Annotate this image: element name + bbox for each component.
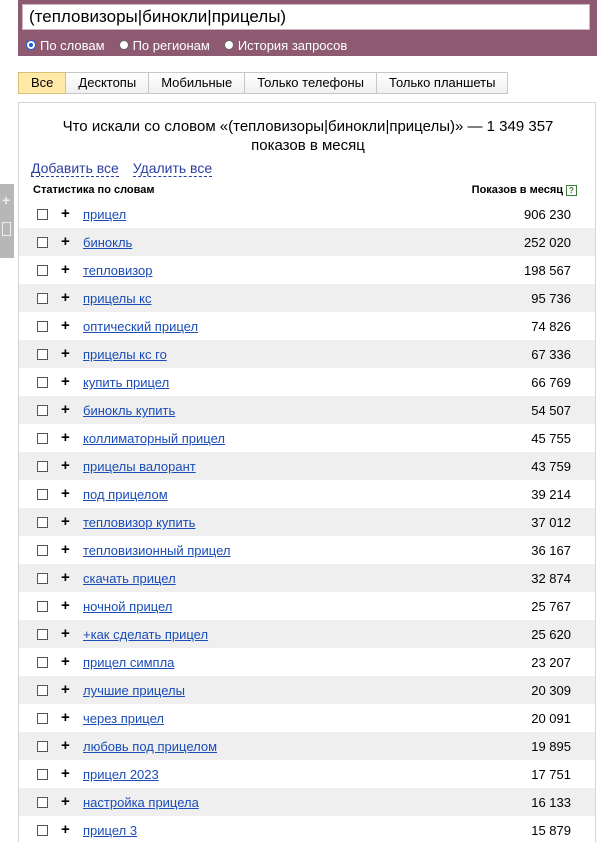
impressions-count: 43 759	[531, 459, 571, 474]
row-checkbox[interactable]	[37, 405, 48, 416]
table-row	[19, 732, 595, 760]
table-row	[19, 704, 595, 732]
add-keyword-icon[interactable]: +	[61, 625, 70, 642]
summary-text	[19, 117, 597, 155]
mode-label: По словам	[40, 37, 105, 53]
add-keyword-icon[interactable]: +	[61, 737, 70, 754]
keyword-link[interactable]: оптический прицел	[83, 319, 199, 334]
add-keyword-icon[interactable]: +	[61, 289, 70, 306]
table-row	[19, 620, 595, 648]
add-keyword-icon[interactable]: +	[61, 345, 70, 362]
device-tabs	[18, 72, 508, 94]
row-checkbox[interactable]	[37, 573, 48, 584]
table-row	[19, 256, 595, 284]
row-checkbox[interactable]	[37, 209, 48, 220]
plus-icon: +	[2, 192, 11, 208]
impressions-count: 198 567	[524, 263, 571, 278]
keyword-column-header: Статистика по словам	[33, 184, 155, 196]
keyword-link[interactable]: прицелы кс	[83, 291, 152, 306]
keyword-link[interactable]: купить прицел	[83, 375, 170, 390]
table-row	[19, 368, 595, 396]
mode-by-words[interactable]	[26, 37, 105, 53]
mode-label: История запросов	[237, 37, 348, 53]
table-row	[19, 452, 595, 480]
keyword-link[interactable]: ночной прицел	[83, 599, 173, 614]
table-row	[19, 508, 595, 536]
search-header	[0, 0, 597, 62]
add-keyword-icon[interactable]: +	[61, 709, 70, 726]
tab-desktops[interactable]: Десктопы	[66, 72, 149, 94]
table-row	[19, 396, 595, 424]
table-row	[19, 536, 595, 564]
row-checkbox[interactable]	[37, 321, 48, 332]
help-icon[interactable]: ?	[566, 185, 577, 196]
row-checkbox[interactable]	[37, 629, 48, 640]
add-keyword-icon[interactable]: +	[61, 541, 70, 558]
row-checkbox[interactable]	[37, 545, 48, 556]
mode-by-regions[interactable]	[119, 37, 210, 53]
keyword-link[interactable]: +как сделать прицел	[83, 627, 209, 642]
row-checkbox[interactable]	[37, 685, 48, 696]
row-checkbox[interactable]	[37, 433, 48, 444]
table-row	[19, 816, 595, 844]
impressions-count: 20 091	[531, 711, 571, 726]
table-row	[19, 592, 595, 620]
search-bar	[18, 0, 597, 56]
table-row	[19, 312, 595, 340]
keyword-link[interactable]: тепловизор купить	[83, 515, 196, 530]
summary-line2: показов в месяц	[251, 137, 365, 154]
keyword-link[interactable]: лучшие прицелы	[83, 683, 185, 698]
keyword-link[interactable]: коллиматорный прицел	[83, 431, 225, 446]
add-keyword-icon[interactable]: +	[61, 401, 70, 418]
impressions-count: 20 309	[531, 683, 571, 698]
impressions-count: 36 167	[531, 543, 571, 558]
add-keyword-icon[interactable]: +	[61, 233, 70, 250]
tab-mobile[interactable]: Мобильные	[149, 72, 245, 94]
add-keyword-icon[interactable]: +	[61, 457, 70, 474]
mode-query-history[interactable]	[224, 37, 348, 53]
row-checkbox[interactable]	[37, 657, 48, 668]
impressions-count: 252 020	[524, 235, 571, 250]
keyword-link[interactable]: прицел 3	[83, 823, 138, 838]
row-checkbox[interactable]	[37, 769, 48, 780]
tab-tablets-only[interactable]: Только планшеты	[377, 72, 508, 94]
keyword-link[interactable]: тепловизор	[83, 263, 153, 278]
impressions-count: 23 207	[531, 655, 571, 670]
impressions-count: 66 769	[531, 375, 571, 390]
row-checkbox[interactable]	[37, 741, 48, 752]
impressions-count: 32 874	[531, 571, 571, 586]
impressions-count: 25 620	[531, 627, 571, 642]
add-keyword-icon[interactable]: +	[61, 513, 70, 530]
impressions-count: 17 751	[531, 767, 571, 782]
keyword-link[interactable]: прицелы валорант	[83, 459, 196, 474]
tab-phones-only[interactable]: Только телефоны	[245, 72, 377, 94]
search-input[interactable]	[22, 4, 590, 30]
add-keyword-icon[interactable]: +	[61, 569, 70, 586]
row-checkbox[interactable]	[37, 265, 48, 276]
impressions-count: 19 895	[531, 739, 571, 754]
radio-dot-icon	[26, 40, 36, 50]
add-keyword-icon[interactable]: +	[61, 653, 70, 670]
table-row	[19, 480, 595, 508]
table-row	[19, 228, 595, 256]
trash-icon	[2, 222, 11, 236]
keyword-link[interactable]: прицел	[83, 207, 127, 222]
keyword-link[interactable]: настройка прицела	[83, 795, 199, 810]
add-keyword-icon[interactable]: +	[61, 261, 70, 278]
results-panel	[18, 102, 596, 842]
row-checkbox[interactable]	[37, 461, 48, 472]
remove-all-link[interactable]: Удалить все	[132, 160, 213, 176]
row-checkbox[interactable]	[37, 713, 48, 724]
table-row	[19, 424, 595, 452]
impressions-count: 16 133	[531, 795, 571, 810]
impressions-count: 45 755	[531, 431, 571, 446]
add-keyword-icon[interactable]: +	[61, 821, 70, 838]
impressions-count: 67 336	[531, 347, 571, 362]
keyword-link[interactable]: под прицелом	[83, 487, 168, 502]
impressions-count: 25 767	[531, 599, 571, 614]
add-keyword-icon[interactable]: +	[61, 317, 70, 334]
keyword-table	[19, 200, 595, 844]
table-row	[19, 788, 595, 816]
add-all-link[interactable]: Добавить все	[31, 160, 119, 176]
mode-label: По регионам	[132, 37, 210, 53]
impressions-count: 95 736	[531, 291, 571, 306]
impressions-count: 39 214	[531, 487, 571, 502]
table-row	[19, 676, 595, 704]
keyword-link[interactable]: прицел симпла	[83, 655, 175, 670]
keyword-link[interactable]: скачать прицел	[83, 571, 176, 586]
add-keyword-icon[interactable]: +	[61, 793, 70, 810]
keyword-link[interactable]: через прицел	[83, 711, 164, 726]
row-checkbox[interactable]	[37, 237, 48, 248]
row-checkbox[interactable]	[37, 293, 48, 304]
summary-line1: Что искали со словом «(тепловизоры|бинокли|прицелы)» — 1 349 357	[62, 118, 554, 135]
add-keyword-icon[interactable]: +	[61, 681, 70, 698]
impressions-count: 37 012	[531, 515, 571, 530]
keyword-link[interactable]: прицел 2023	[83, 767, 159, 782]
row-checkbox[interactable]	[37, 517, 48, 528]
tab-all[interactable]: Все	[18, 72, 66, 94]
impressions-count: 906 230	[524, 207, 571, 222]
radio-dot-icon	[119, 40, 129, 50]
add-keyword-icon[interactable]: +	[61, 597, 70, 614]
table-row	[19, 200, 595, 228]
side-toolbar[interactable]	[0, 184, 14, 258]
keyword-link[interactable]: любовь под прицелом	[83, 739, 218, 754]
table-row	[19, 760, 595, 788]
impressions-count: 15 879	[531, 823, 571, 838]
add-keyword-icon[interactable]: +	[61, 373, 70, 390]
add-keyword-icon[interactable]: +	[61, 205, 70, 222]
add-keyword-icon[interactable]: +	[61, 485, 70, 502]
add-keyword-icon[interactable]: +	[61, 429, 70, 446]
radio-dot-icon	[224, 40, 234, 50]
keyword-link[interactable]: бинокль купить	[83, 403, 176, 418]
count-column-label: Показов в месяц	[471, 184, 563, 196]
table-row	[19, 648, 595, 676]
row-checkbox[interactable]	[37, 797, 48, 808]
row-checkbox[interactable]	[37, 377, 48, 388]
keyword-link[interactable]: тепловизионный прицел	[83, 543, 231, 558]
impressions-count: 54 507	[531, 403, 571, 418]
add-keyword-icon[interactable]: +	[61, 765, 70, 782]
table-row	[19, 284, 595, 312]
count-column-header	[472, 184, 577, 196]
row-checkbox[interactable]	[37, 349, 48, 360]
table-row	[19, 564, 595, 592]
row-checkbox[interactable]	[37, 601, 48, 612]
row-checkbox[interactable]	[37, 489, 48, 500]
impressions-count: 74 826	[531, 319, 571, 334]
table-row	[19, 340, 595, 368]
bulk-actions	[31, 160, 222, 176]
keyword-link[interactable]: бинокль	[83, 235, 133, 250]
row-checkbox[interactable]	[37, 825, 48, 836]
keyword-link[interactable]: прицелы кс го	[83, 347, 167, 362]
search-mode-group	[26, 37, 361, 53]
